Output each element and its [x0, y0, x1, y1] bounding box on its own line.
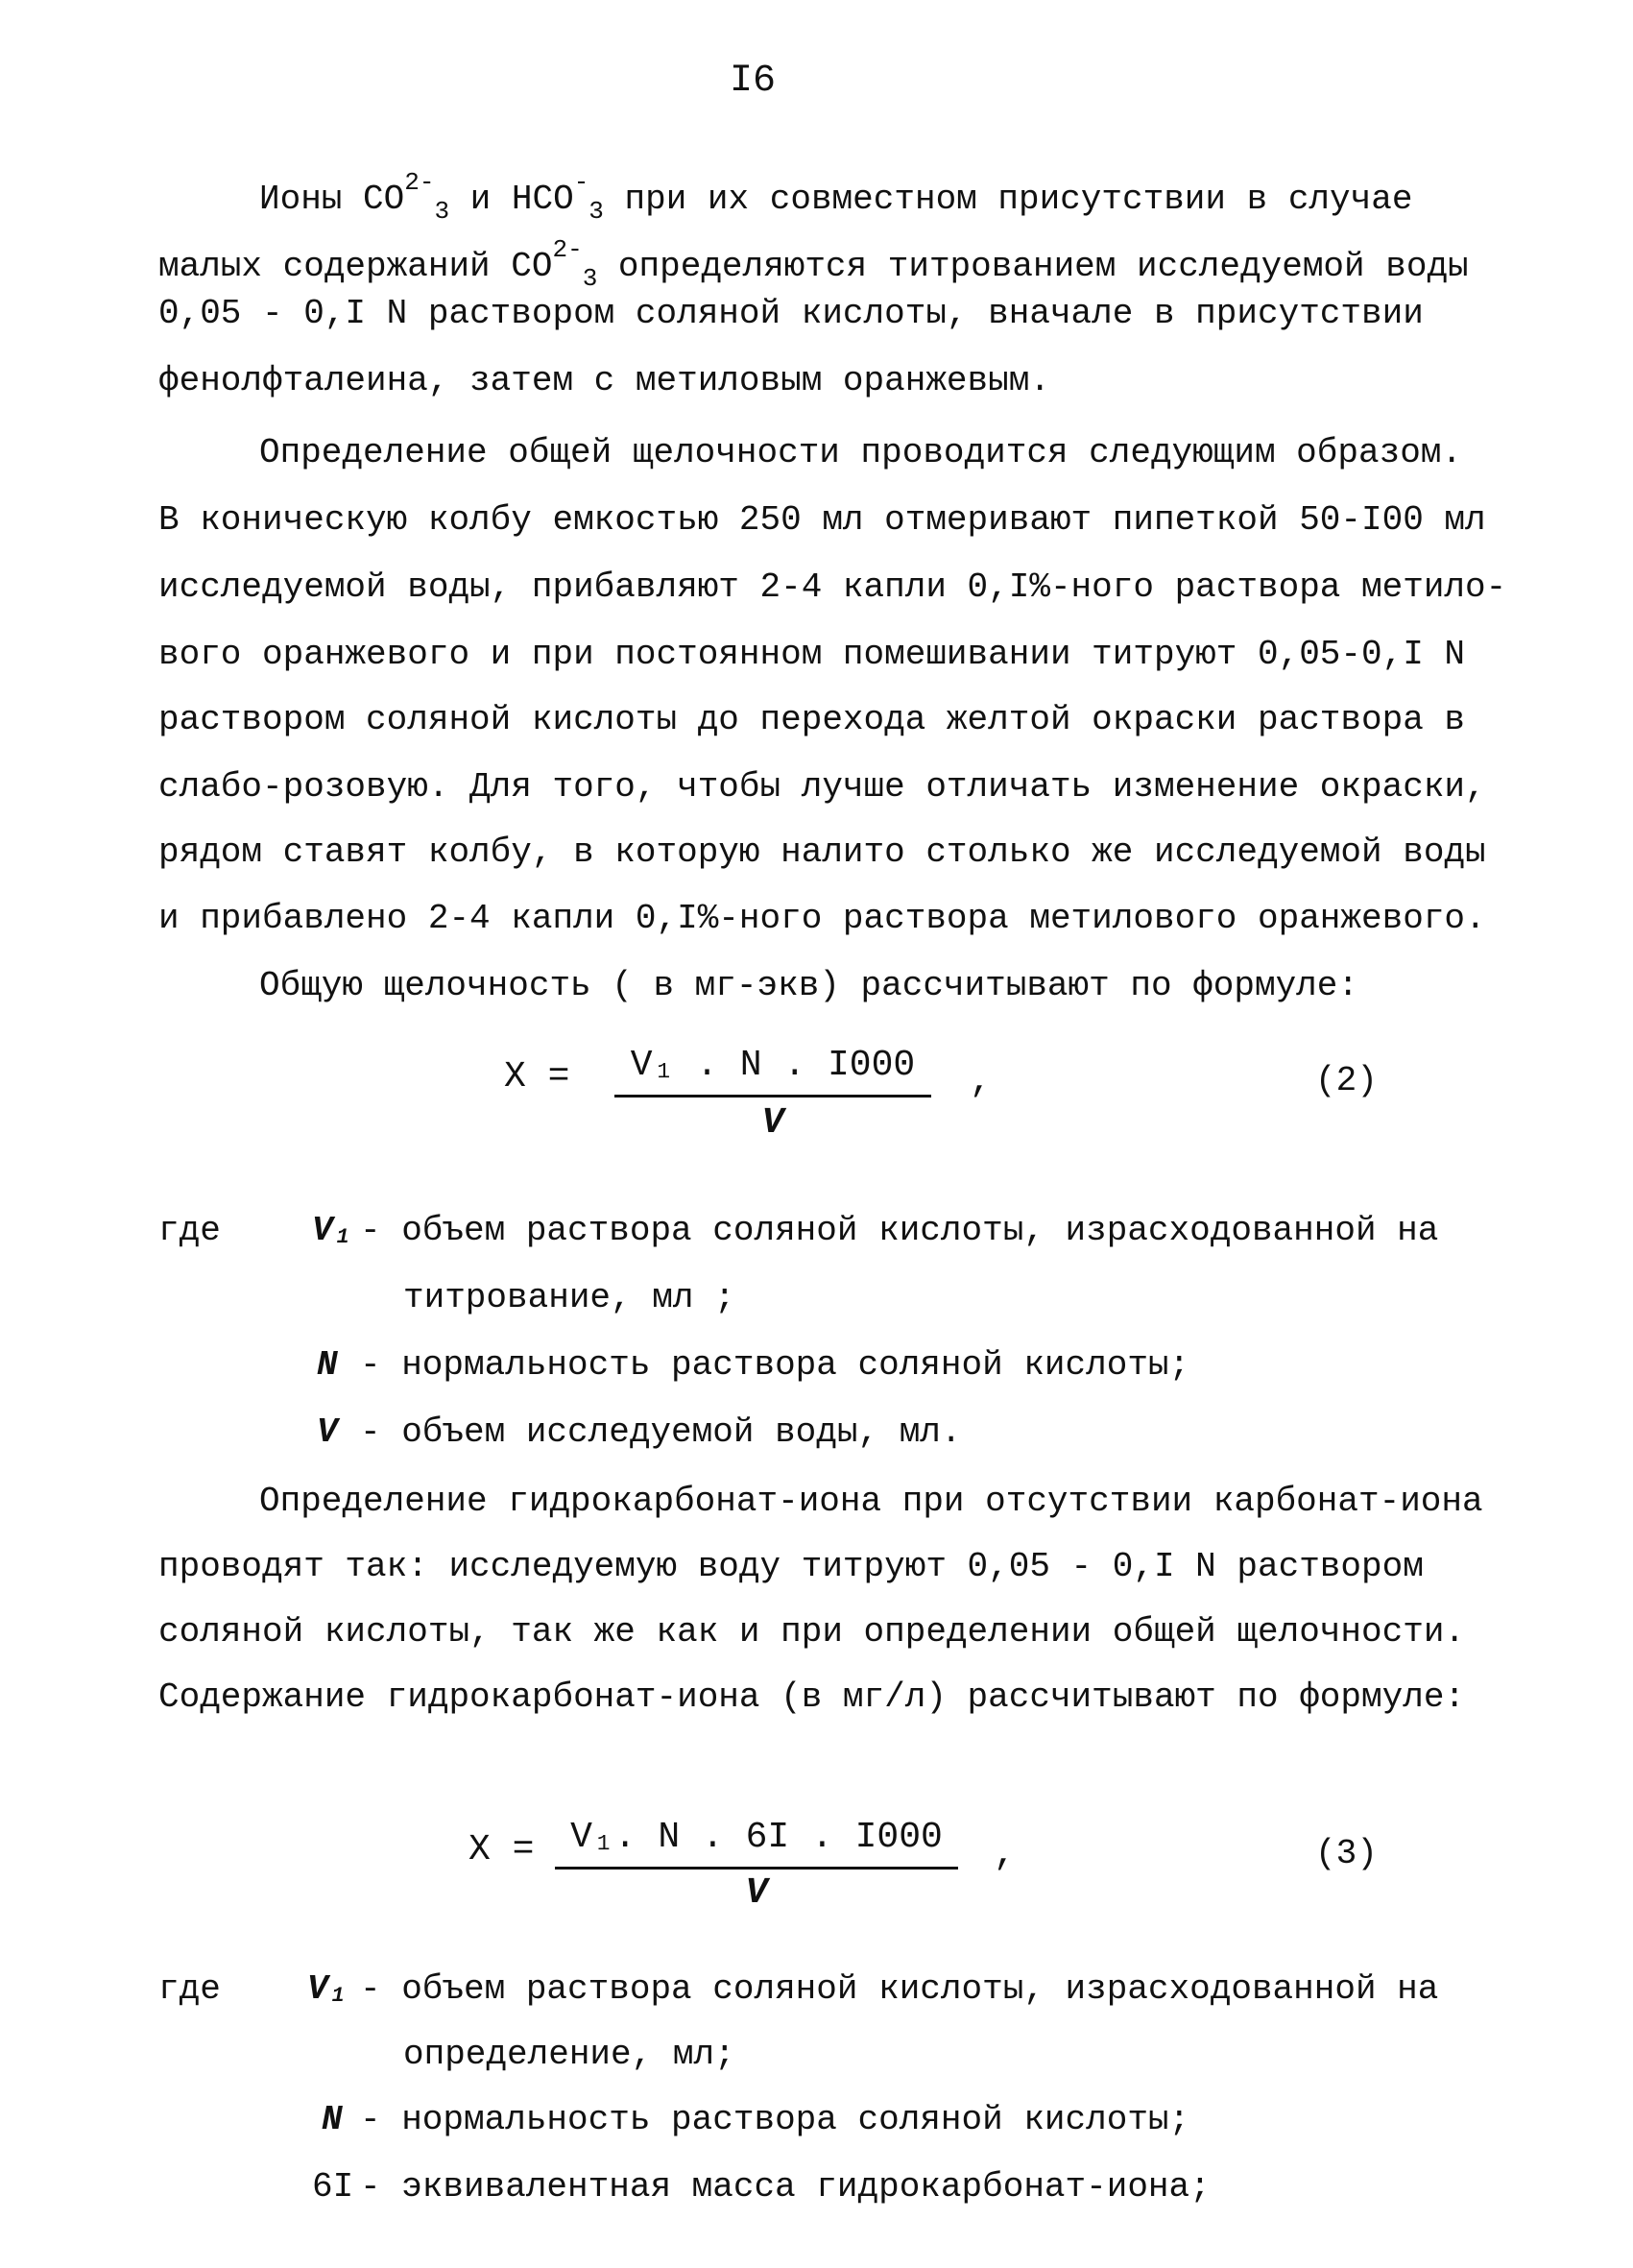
formula-numerator: V₁ . N . I000: [630, 1045, 916, 1086]
paragraph2-line8: и прибавлено 2-4 капли 0,I%-ного раствора метилового оранжевого.: [158, 899, 1486, 938]
page-number: I6: [730, 60, 777, 103]
formula-numerator: V₁. N . 6I . I000: [570, 1817, 943, 1858]
paragraph2-line3: исследуемой воды, прибавляют 2-4 капли 0,I%-ного раствора метило-: [158, 567, 1507, 607]
where-definition: - эквивалентная масса гидрокарбонат-иона;: [360, 2167, 1211, 2207]
formula-lhs: X =: [504, 1056, 570, 1098]
where-label: где: [158, 1211, 221, 1250]
superscript: 2-: [552, 235, 583, 264]
where-symbol: V₁: [307, 1969, 349, 2009]
where-symbol: N: [317, 1345, 338, 1385]
formula-denominator: V: [745, 1872, 768, 1914]
subscript: 3: [434, 197, 450, 226]
formula-comma: ,: [970, 1061, 992, 1102]
text: Ионы CO: [259, 180, 405, 219]
equation-number: (3): [1315, 1834, 1378, 1873]
paragraph4-line2: проводят так: исследуемую воду титруют 0,05 - 0,I N раствором: [158, 1547, 1424, 1586]
text: и HCO: [449, 180, 574, 219]
fraction-bar: [555, 1867, 958, 1870]
paragraph3: Общую щелочность ( в мг-экв) рассчитывают по формуле:: [259, 966, 1358, 1005]
paragraph2-line7: рядом ставят колбу, в которую налито столько же исследуемой воды: [158, 832, 1486, 872]
where-definition: - нормальность раствора соляной кислоты;: [360, 1345, 1190, 1385]
text: определяются титрованием исследуемой воды: [597, 247, 1469, 286]
where-definition: - объем раствора соляной кислоты, израсходованной на: [360, 1969, 1439, 2009]
where-symbol: 6I: [312, 2167, 354, 2207]
paragraph4-line3: соляной кислоты, так же как и при определении общей щелочности.: [158, 1612, 1466, 1652]
where-symbol: N: [322, 2100, 343, 2139]
subscript: 3: [582, 264, 598, 293]
where-definition-cont: определение, мл;: [403, 2035, 735, 2074]
superscript: -: [573, 168, 589, 197]
where-definition-cont: титрование, мл ;: [403, 1278, 735, 1317]
where-label: где: [158, 1969, 221, 2009]
paragraph2-line1: Определение общей щелочности проводится следующим образом.: [259, 433, 1463, 472]
equation-number: (2): [1315, 1061, 1378, 1100]
paragraph2-line6: слабо-розовую. Для того, чтобы лучше отличать изменение окраски,: [158, 767, 1486, 807]
paragraph2-line4: вого оранжевого и при постоянном помешивании титруют 0,05-0,I N: [158, 635, 1466, 674]
text: малых содержаний CO: [158, 247, 553, 286]
paragraph4-line1: Определение гидрокарбонат-иона при отсутствии карбонат-иона: [259, 1482, 1483, 1521]
fraction-bar: [614, 1095, 931, 1098]
paragraph4-line4: Содержание гидрокарбонат-иона (в мг/л) рассчитывают по формуле:: [158, 1677, 1466, 1717]
where-definition: - объем исследуемой воды, мл.: [360, 1412, 962, 1452]
paragraph1-line4: фенолфталеина, затем с метиловым оранжевым.: [158, 361, 1050, 400]
paragraph2-line2: В коническую колбу емкостью 250 мл отмеривают пипеткой 50-I00 мл: [158, 500, 1486, 540]
paragraph2-line5: раствором соляной кислоты до перехода желтой окраски раствора в: [158, 700, 1466, 739]
where-definition: - объем раствора соляной кислоты, израсходованной на: [360, 1211, 1439, 1250]
text: при их совместном присутствии в случае: [603, 180, 1413, 219]
paragraph1-line2: [158, 229, 1469, 300]
paragraph1-line1: [259, 161, 1412, 232]
formula-comma: ,: [994, 1834, 1016, 1875]
where-symbol: V₁: [312, 1211, 354, 1250]
paragraph1-line3: 0,05 - 0,I N раствором соляной кислоты, вначале в присутствии: [158, 294, 1424, 333]
formula-denominator: V: [761, 1102, 784, 1144]
subscript: 3: [588, 197, 604, 226]
superscript: 2-: [404, 168, 435, 197]
where-symbol: V: [317, 1412, 338, 1452]
where-definition: - нормальность раствора соляной кислоты;: [360, 2100, 1190, 2139]
formula-lhs: X =: [468, 1829, 535, 1870]
